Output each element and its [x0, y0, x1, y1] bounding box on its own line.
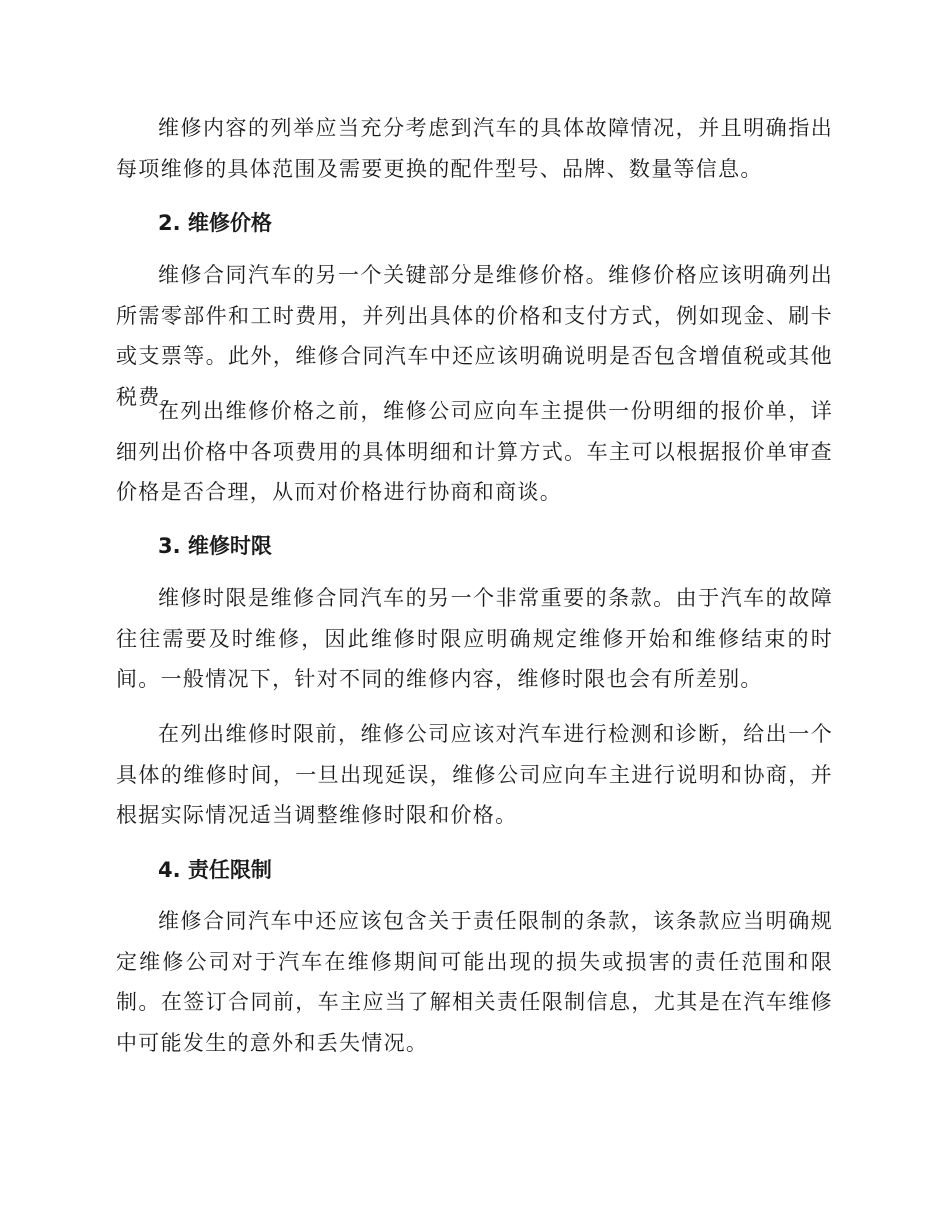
section-4	[116, 850, 833, 890]
section-2	[116, 203, 833, 243]
section-2-paragraph-1: 维修合同汽车的另一个关键部分是维修价格。维修价格应该明确列出所需零部件和工时费用，并列出具体的价格和支付方式，例如现金、刷卡或支票等。此外，维修合同汽车中还应该明确说明是否包含增值税或其他税费。	[116, 263, 833, 409]
section-3-heading: 3. 维修时限	[158, 534, 272, 558]
section-3-paragraph-2: 在列出维修时限前，维修公司应该对汽车进行检测和诊断，给出一个具体的维修时间，一旦出现延误，维修公司应向车主进行说明和协商，并根据实际情况适当调整维修时限和价格。	[116, 722, 833, 827]
section-4-heading: 4. 责任限制	[158, 858, 272, 882]
section-3-body-2	[116, 714, 833, 836]
section-4-paragraph-1: 维修合同汽车中还应该包含关于责任限制的条款，该条款应当明确规定维修公司对于汽车在维修期间可能出现的损失或损害的责任范围和限制。在签订合同前，车主应当了解相关责任限制信息，尤其是在汽车维修中可能发生的意外和丢失情况。	[116, 909, 833, 1055]
section-2-heading: 2. 维修价格	[158, 211, 272, 235]
intro-paragraph: 维修内容的列举应当充分考虑到汽车的具体故障情况，并且明确指出每项维修的具体范围及需要更换的配件型号、品牌、数量等信息。	[116, 116, 833, 181]
section-3	[116, 526, 833, 566]
section-4-body	[116, 901, 833, 1063]
section-3-paragraph-1: 维修时限是维修合同汽车的另一个非常重要的条款。由于汽车的故障往往需要及时维修，因此维修时限应明确规定维修开始和维修结束的时间。一般情况下，针对不同的维修内容，维修时限也会有所差别。	[116, 586, 833, 691]
section-2-paragraph-2: 在列出维修价格之前，维修公司应向车主提供一份明细的报价单，详细列出价格中各项费用的具体明细和计算方式。车主可以根据报价单审查价格是否合理，从而对价格进行协商和商谈。	[116, 399, 833, 504]
intro-block	[116, 108, 833, 189]
section-2-body-2	[116, 391, 833, 513]
section-3-body	[116, 578, 833, 700]
